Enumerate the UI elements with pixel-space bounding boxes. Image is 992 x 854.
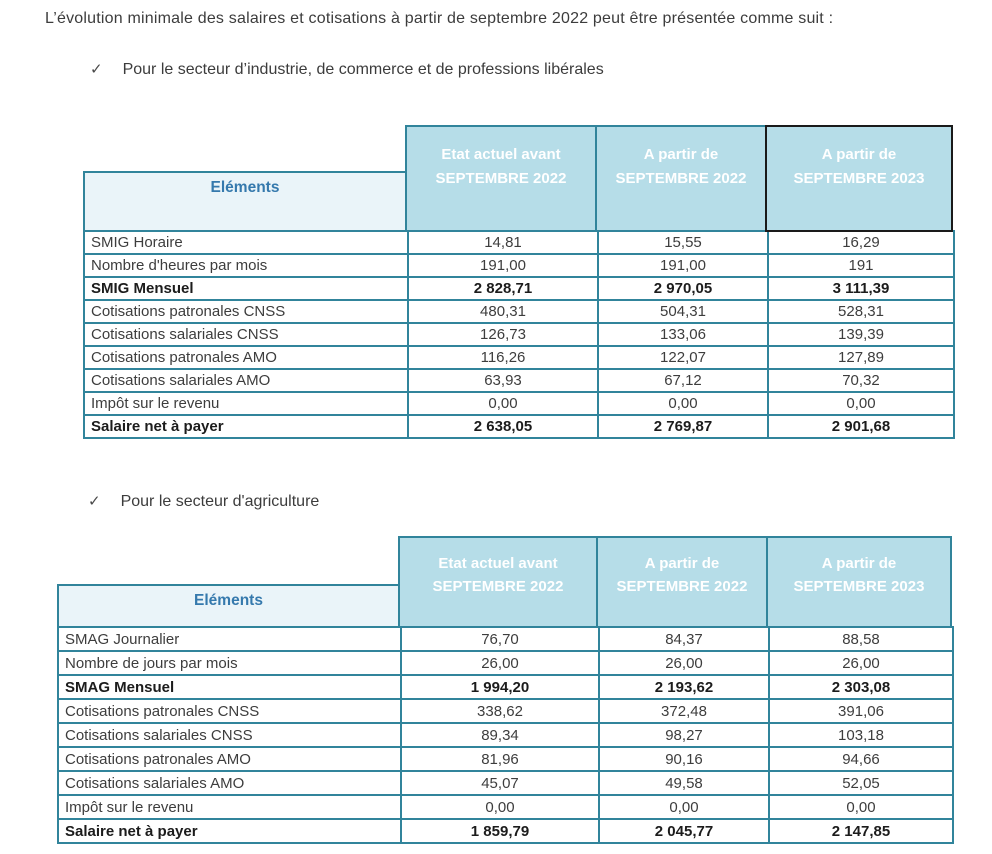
row-label: Cotisations patronales AMO <box>84 346 408 369</box>
cell-value: 63,93 <box>408 369 598 392</box>
row-label: Cotisations salariales CNSS <box>58 723 401 747</box>
cell-value: 504,31 <box>598 300 768 323</box>
check-icon: ✓ <box>90 61 103 78</box>
table-row-total <box>58 675 953 699</box>
cell-value: 133,06 <box>598 323 768 346</box>
column-header-a-partir-de-sept-2022 <box>595 125 767 232</box>
table-row <box>58 699 953 723</box>
cell-value: 2 970,05 <box>598 277 768 300</box>
cell-value: 16,29 <box>768 231 954 254</box>
cell-value: 14,81 <box>408 231 598 254</box>
row-label: SMIG Horaire <box>84 231 408 254</box>
row-label: Cotisations salariales AMO <box>58 771 401 795</box>
column-header-line: A partir de <box>821 146 897 164</box>
section-heading-agriculture <box>88 492 319 511</box>
cell-value: 391,06 <box>769 699 953 723</box>
row-label: SMAG Mensuel <box>58 675 401 699</box>
cell-value: 26,00 <box>401 651 599 675</box>
table-row <box>84 300 954 323</box>
cell-value: 338,62 <box>401 699 599 723</box>
cell-value: 2 147,85 <box>769 819 953 843</box>
column-header-elements: Eléments <box>83 171 407 232</box>
cell-value: 480,31 <box>408 300 598 323</box>
cell-value: 127,89 <box>768 346 954 369</box>
table-row <box>58 747 953 771</box>
cell-value: 0,00 <box>599 795 769 819</box>
cell-value: 191,00 <box>408 254 598 277</box>
column-header-line: A partir de <box>643 146 719 164</box>
table-row-total <box>84 277 954 300</box>
table-row <box>58 771 953 795</box>
table-row <box>84 369 954 392</box>
cell-value: 26,00 <box>769 651 953 675</box>
column-header-a-partir-de-sept-2023 <box>766 536 952 628</box>
table-industry-body <box>83 230 955 439</box>
row-label: Cotisations patronales CNSS <box>58 699 401 723</box>
check-icon: ✓ <box>88 493 101 510</box>
column-header-line: SEPTEMBRE 2023 <box>793 578 925 595</box>
cell-value: 94,66 <box>769 747 953 771</box>
table-row <box>84 231 954 254</box>
cell-value: 1 859,79 <box>401 819 599 843</box>
column-header-line: SEPTEMBRE 2022 <box>435 169 567 187</box>
row-label: Impôt sur le revenu <box>58 795 401 819</box>
cell-value: 84,37 <box>599 627 769 651</box>
cell-value: 0,00 <box>401 795 599 819</box>
cell-value: 89,34 <box>401 723 599 747</box>
column-header-line: A partir de <box>644 554 720 572</box>
section-heading-industry <box>90 60 604 79</box>
cell-value: 90,16 <box>599 747 769 771</box>
table-row <box>58 723 953 747</box>
cell-value: 126,73 <box>408 323 598 346</box>
table-row-total <box>84 415 954 438</box>
column-header-line: A partir de <box>821 554 897 572</box>
table-row <box>84 323 954 346</box>
table-row <box>58 651 953 675</box>
cell-value: 372,48 <box>599 699 769 723</box>
column-header-line: SEPTEMBRE 2022 <box>615 169 747 187</box>
cell-value: 76,70 <box>401 627 599 651</box>
cell-value: 2 303,08 <box>769 675 953 699</box>
cell-value: 52,05 <box>769 771 953 795</box>
cell-value: 2 901,68 <box>768 415 954 438</box>
section-heading-label: Pour le secteur d'agriculture <box>120 493 320 510</box>
table-agriculture-body <box>57 626 954 844</box>
cell-value: 139,39 <box>768 323 954 346</box>
column-header-a-partir-de-sept-2023 <box>765 125 953 232</box>
cell-value: 26,00 <box>599 651 769 675</box>
column-header-etat-actuel-avant-sept-2022 <box>398 536 598 628</box>
cell-value: 49,58 <box>599 771 769 795</box>
cell-value: 2 769,87 <box>598 415 768 438</box>
cell-value: 15,55 <box>598 231 768 254</box>
column-header-line: SEPTEMBRE 2022 <box>616 578 748 595</box>
intro-paragraph: L’évolution minimale des salaires et cotisations à partir de septembre 2022 peut être présentée comme suit : <box>45 10 834 27</box>
section-heading-label: Pour le secteur d’industrie, de commerce et de professions libérales <box>122 61 604 78</box>
cell-value: 103,18 <box>769 723 953 747</box>
column-header-elements: Eléments <box>57 584 400 628</box>
table-row <box>84 346 954 369</box>
table-industry-header-row <box>83 125 953 232</box>
cell-value: 0,00 <box>768 392 954 415</box>
table-industry <box>83 125 953 439</box>
cell-value: 3 111,39 <box>768 277 954 300</box>
row-label: Cotisations salariales AMO <box>84 369 408 392</box>
cell-value: 81,96 <box>401 747 599 771</box>
table-row-total <box>58 819 953 843</box>
cell-value: 116,26 <box>408 346 598 369</box>
column-header-a-partir-de-sept-2022 <box>596 536 768 628</box>
cell-value: 191,00 <box>598 254 768 277</box>
row-label: SMIG Mensuel <box>84 277 408 300</box>
cell-value: 528,31 <box>768 300 954 323</box>
row-label: Salaire net à payer <box>84 415 408 438</box>
row-label: Cotisations salariales CNSS <box>84 323 408 346</box>
cell-value: 45,07 <box>401 771 599 795</box>
cell-value: 2 045,77 <box>599 819 769 843</box>
row-label: Cotisations patronales AMO <box>58 747 401 771</box>
row-label: SMAG Journalier <box>58 627 401 651</box>
row-label: Cotisations patronales CNSS <box>84 300 408 323</box>
column-header-line: SEPTEMBRE 2022 <box>432 578 564 595</box>
cell-value: 0,00 <box>408 392 598 415</box>
cell-value: 67,12 <box>598 369 768 392</box>
cell-value: 122,07 <box>598 346 768 369</box>
column-header-etat-actuel-avant-sept-2022 <box>405 125 597 232</box>
table-row <box>58 627 953 651</box>
cell-value: 98,27 <box>599 723 769 747</box>
row-label: Salaire net à payer <box>58 819 401 843</box>
cell-value: 2 638,05 <box>408 415 598 438</box>
cell-value: 2 828,71 <box>408 277 598 300</box>
cell-value: 70,32 <box>768 369 954 392</box>
cell-value: 1 994,20 <box>401 675 599 699</box>
column-header-line: SEPTEMBRE 2023 <box>793 169 925 187</box>
row-label: Nombre d'heures par mois <box>84 254 408 277</box>
row-label: Impôt sur le revenu <box>84 392 408 415</box>
cell-value: 2 193,62 <box>599 675 769 699</box>
cell-value: 0,00 <box>598 392 768 415</box>
cell-value: 0,00 <box>769 795 953 819</box>
column-header-line: Etat actuel avant <box>438 554 558 572</box>
table-row <box>58 795 953 819</box>
row-label: Nombre de jours par mois <box>58 651 401 675</box>
cell-value: 191 <box>768 254 954 277</box>
table-row <box>84 254 954 277</box>
cell-value: 88,58 <box>769 627 953 651</box>
table-agriculture <box>57 536 952 844</box>
table-agriculture-header-row <box>57 536 952 628</box>
table-row <box>84 392 954 415</box>
column-header-line: Etat actuel avant <box>441 146 561 164</box>
